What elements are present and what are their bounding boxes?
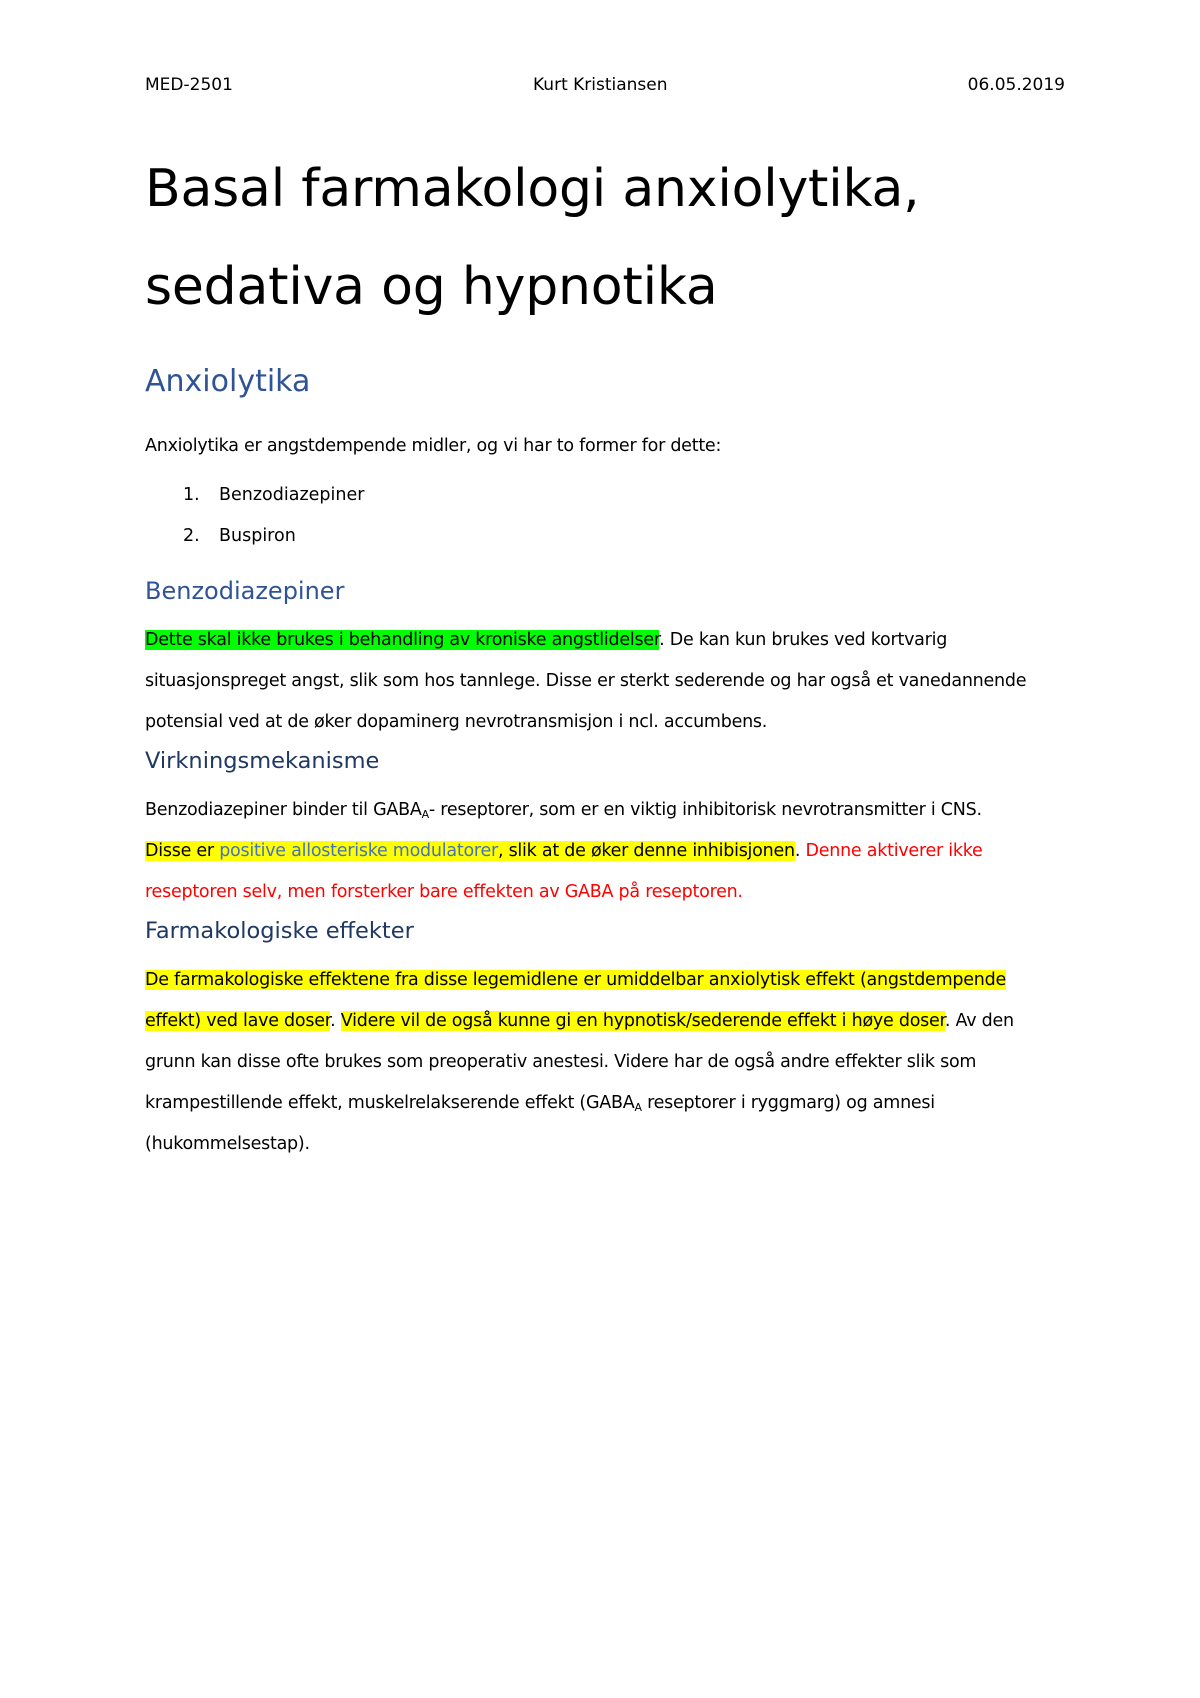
- page-header: [145, 75, 1065, 101]
- heading-anxiolytika: Anxiolytika: [145, 364, 311, 399]
- paragraph-text: reseptorer i ryggmarg) og amnesi: [641, 1093, 935, 1113]
- paragraph-text: Benzodiazepiner binder til GABA: [145, 800, 422, 820]
- paragraph-text: . Av den: [944, 1011, 1014, 1031]
- paragraph-text: - reseptorer, som er en viktig inhibitorisk nevrotransmitter i CNS.: [428, 800, 982, 820]
- author-name: Kurt Kristiansen: [533, 75, 668, 95]
- paragraph-text: krampestillende effekt, muskelrelakserende effekt (GABA: [145, 1093, 635, 1113]
- highlighted-suffix: , slik at de øker denne inhibisjonen: [497, 841, 795, 861]
- paragraph-text: .: [330, 1011, 336, 1031]
- highlighted-prefix: Disse er: [145, 841, 220, 861]
- highlighted-text: Dette skal ikke brukes i behandling av kroniske angstlidelser: [145, 630, 660, 650]
- benzo-paragraph: [145, 620, 1075, 743]
- red-text: reseptoren selv, men forsterker bare effekten av GABA på reseptoren.: [145, 882, 743, 902]
- mechanism-paragraph: [145, 790, 1075, 913]
- highlighted-text: De farmakologiske effektene fra disse legemidlene er umiddelbar anxiolytisk effekt (angstdempende: [145, 970, 1006, 990]
- red-text: Denne aktiverer ikke: [800, 841, 983, 861]
- paragraph-text: (hukommelsestap).: [145, 1134, 310, 1154]
- subscript: A: [634, 1101, 642, 1114]
- document-title: [145, 140, 1065, 336]
- heading-farmakologiske-effekter: Farmakologiske effekter: [145, 918, 414, 944]
- title-line-1: Basal farmakologi anxiolytika,: [145, 159, 920, 219]
- list-number: 1.: [183, 485, 200, 505]
- paragraph-text: situasjonspreget angst, slik som hos tannlege. Disse er sterkt sederende og har også et vanedannende: [145, 671, 1027, 691]
- heading-virkningsmekanisme: Virkningsmekanisme: [145, 748, 380, 774]
- title-line-2: sedativa og hypnotika: [145, 257, 718, 317]
- highlighted-text: effekt) ved lave doser: [145, 1011, 331, 1031]
- list-number: 2.: [183, 526, 200, 546]
- blue-term: positive allosteriske modulatorer: [219, 841, 498, 861]
- list-text: Benzodiazepiner: [219, 485, 365, 505]
- document-date: 06.05.2019: [967, 75, 1065, 95]
- paragraph-text: potensial ved at de øker dopaminerg nevrotransmisjon i ncl. accumbens.: [145, 712, 768, 732]
- heading-benzodiazepiner: Benzodiazepiner: [145, 577, 345, 605]
- course-code: MED-2501: [145, 75, 233, 95]
- paragraph-text: grunn kan disse ofte brukes som preoperativ anestesi. Videre har de også andre effekter slik som: [145, 1052, 977, 1072]
- subscript: A: [421, 808, 429, 821]
- anxiolytika-intro: Anxiolytika er angstdempende midler, og vi har to former for dette:: [145, 436, 722, 456]
- highlighted-text: Videre vil de også kunne gi en hypnotisk/sederende effekt i høye doser: [340, 1011, 945, 1031]
- paragraph-text: . De kan kun brukes ved kortvarig: [659, 630, 948, 650]
- effects-paragraph: [145, 960, 1075, 1165]
- list-text: Buspiron: [219, 526, 296, 546]
- paragraph-text: .: [794, 841, 801, 861]
- highlighted-text: [145, 841, 795, 861]
